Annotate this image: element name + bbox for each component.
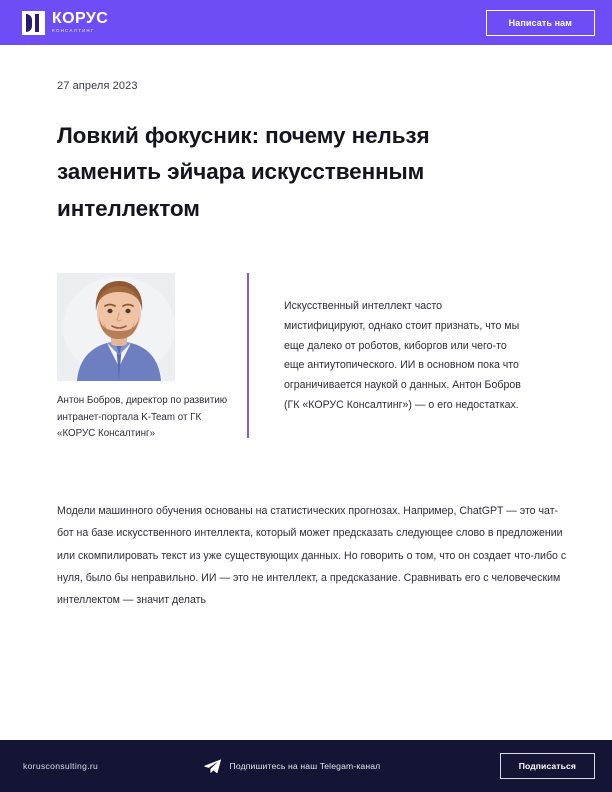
brand-logo[interactable] (22, 11, 108, 35)
footer-telegram-promo (98, 759, 486, 773)
article-body (0, 45, 612, 611)
author-caption: Антон Бобров, директор по развитию интранет-портала K-Team от ГК «КОРУС Консалтинг» (57, 395, 228, 439)
contact-us-button[interactable]: Написать нам (486, 10, 595, 36)
site-header (0, 0, 612, 45)
korus-k-mark-icon (22, 11, 45, 35)
pull-quote-text: Искусственный интеллект часто мистифицируют, однако стоит признать, что мы еще далеко от роботов, киборгов или чего-то еще антиутопического. ИИ в основном пока что ограничивается наукой о данных. Антон Бобров (ГК «КОРУС Консалтинг») — о его недостатках. (284, 300, 521, 411)
site-footer (0, 740, 612, 792)
logo-name: КОРУС (52, 9, 109, 27)
subscribe-button[interactable]: Подписаться (500, 753, 595, 779)
author-block (57, 273, 233, 442)
article-paragraph: Модели машинного обучения основаны на статистических прогнозах. Например, ChatGPT — это чат-бот на базе искусственного интеллекта, который может предсказать следующее слово в предложении или скомпилировать текст из уже существующих данных. Но говорить о том, что он создает что-либо с нуля, было бы неправильно. ИИ — это не интеллект, а предсказание. Сравнивать его с человеческим интеллектом — значит делать (57, 505, 567, 606)
author-portrait-illustration (57, 273, 175, 381)
author-photo (57, 273, 175, 381)
footer-telegram-text: Подпишитесь на наш Telegam-канал (229, 761, 381, 771)
page-title: Ловкий фокусник: почему нельзя заменить эйчара искусственным интеллектом (57, 123, 430, 221)
logo-subtitle: КОНСАЛТИНГ (52, 28, 95, 34)
pull-quote (247, 273, 567, 437)
telegram-paper-plane-icon (204, 759, 221, 773)
author-quote-row (57, 273, 567, 442)
footer-website-link[interactable]: korusconsulting.ru (23, 761, 99, 771)
publish-date: 27 апреля 2023 (57, 80, 138, 92)
logo-wordmark (52, 11, 108, 34)
